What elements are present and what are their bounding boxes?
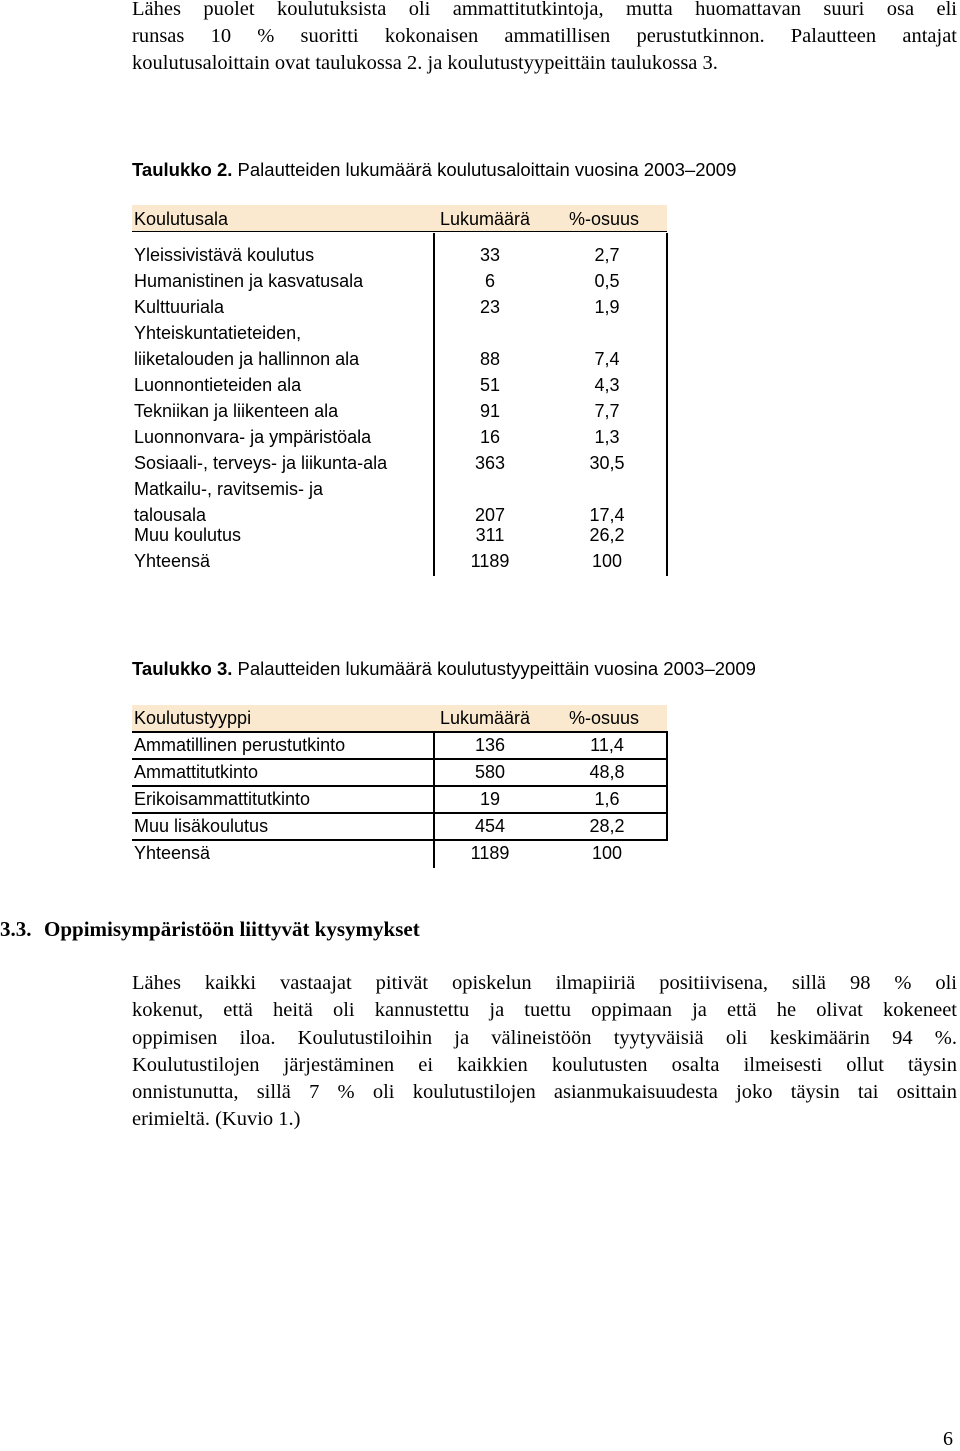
table3-row-name: Ammattitutkinto bbox=[134, 762, 259, 782]
table3-row-name: Ammatillinen perustutkinto bbox=[134, 735, 346, 755]
table2-header-osuus: %-osuus bbox=[569, 209, 640, 229]
section-number: 3.3. bbox=[0, 917, 32, 941]
table3-row-share: 28,2 bbox=[589, 816, 625, 836]
table2-label: Taulukko 2. bbox=[132, 159, 233, 180]
table2-row-name: Kulttuuriala bbox=[134, 297, 225, 317]
table2-row-share: 100 bbox=[591, 551, 623, 571]
intro-line: Lähes puolet koulutuksista oli ammattitutkintoja, mutta huomattavan suuri osa eli bbox=[132, 0, 957, 20]
table3-row-rule bbox=[132, 758, 667, 760]
table2-row-name: liiketalouden ja hallinnon ala bbox=[134, 349, 360, 369]
table2-row-name: Yhteiskuntatieteiden, bbox=[134, 323, 302, 343]
table3-row-count: 136 bbox=[474, 735, 506, 755]
table3-row-count: 580 bbox=[474, 762, 506, 782]
table2-row-share: 30,5 bbox=[589, 453, 625, 473]
table3-row-count: 19 bbox=[479, 789, 501, 809]
paragraph-line: erimieltä. (Kuvio 1.) bbox=[132, 1108, 301, 1131]
table2-row-count: 16 bbox=[479, 427, 501, 447]
table2-row-name: Muu koulutus bbox=[134, 525, 242, 545]
table3-header-osuus: %-osuus bbox=[569, 708, 640, 728]
table2-row-name: Matkailu-, ravitsemis- ja bbox=[134, 479, 324, 499]
table2-row-count: 88 bbox=[479, 349, 501, 369]
table2-row-count: 207 bbox=[474, 505, 506, 525]
table2-row-share: 4,3 bbox=[594, 375, 620, 395]
table2-row-count: 33 bbox=[479, 245, 501, 265]
table2-row-name: Yleissivistävä koulutus bbox=[134, 245, 315, 265]
page-number: 6 bbox=[943, 1428, 953, 1450]
table3-label: Taulukko 3. bbox=[132, 658, 233, 679]
table2-row-share: 0,5 bbox=[594, 271, 620, 291]
paragraph-line: oppimisen iloa. Koulutustiloihin ja välineistöön tyytyväisiä oli keskimäärin 94 %. bbox=[132, 1026, 957, 1049]
table2-caption bbox=[132, 159, 736, 181]
table3-row-rule bbox=[132, 839, 667, 841]
table2-row-count: 23 bbox=[479, 297, 501, 317]
table2-header-lukumaara: Lukumäärä bbox=[440, 209, 531, 229]
table3-title: Palautteiden lukumäärä koulutustyypeittäin vuosina 2003–2009 bbox=[237, 658, 756, 679]
table2-row-share: 1,3 bbox=[594, 427, 620, 447]
table2-row-count: 91 bbox=[479, 401, 501, 421]
table3-row-count: 454 bbox=[474, 816, 506, 836]
paragraph-line: Lähes kaikki vastaajat pitivät opiskelun ilmapiiriä positiivisena, sillä 98 % oli bbox=[132, 972, 957, 994]
table3-header-lukumaara: Lukumäärä bbox=[440, 708, 531, 728]
table2-row-count: 51 bbox=[479, 375, 501, 395]
table2-row-name: Tekniikan ja liikenteen ala bbox=[134, 401, 339, 421]
paragraph-line: Koulutustilojen järjestäminen ei kaikkien koulutusten osalta ilmeisesti ollut täysin bbox=[132, 1053, 957, 1076]
section-title: Oppimisympäristöön liittyvät kysymykset bbox=[44, 917, 420, 941]
table3-row-count: 1189 bbox=[470, 843, 510, 863]
body-paragraph bbox=[132, 970, 957, 1134]
table3-header-koulutustyyppi: Koulutustyyppi bbox=[134, 708, 252, 728]
table2-row-count: 311 bbox=[475, 525, 505, 545]
table2-row-count: 1189 bbox=[470, 551, 510, 571]
table2-row-share: 17,4 bbox=[589, 505, 625, 525]
table2-row-count: 6 bbox=[484, 271, 495, 291]
table3-row-name: Muu lisäkoulutus bbox=[134, 816, 269, 836]
table2-row-count: 363 bbox=[474, 453, 506, 473]
table2-row-share: 26,2 bbox=[589, 525, 625, 545]
table2-row-name: Humanistinen ja kasvatusala bbox=[134, 271, 364, 291]
table2-row-share: 2,7 bbox=[594, 245, 620, 265]
table2-row-share: 7,4 bbox=[594, 349, 620, 369]
table2-row-name: Luonnonvara- ja ympäristöala bbox=[134, 427, 372, 447]
paragraph-line: kokenut, että heitä oli kannustettu ja tuettu oppimaan ja että he olivat kokeneet bbox=[132, 999, 957, 1022]
table2-row-name: Yhteensä bbox=[134, 551, 211, 571]
intro-paragraph bbox=[132, 0, 957, 77]
table3-row-share: 100 bbox=[591, 843, 623, 863]
table3-row-share: 1,6 bbox=[594, 789, 620, 809]
table3-row-share: 11,4 bbox=[590, 735, 624, 755]
table3-row-rule bbox=[132, 785, 667, 787]
table3-right-border bbox=[666, 731, 668, 841]
table3-caption bbox=[132, 658, 756, 680]
table2-row-name: Luonnontieteiden ala bbox=[134, 375, 302, 395]
table3-row-rule bbox=[132, 812, 667, 814]
table2-title: Palautteiden lukumäärä koulutusaloittain vuosina 2003–2009 bbox=[237, 159, 737, 180]
table3-divider bbox=[433, 731, 435, 868]
intro-line: koulutusaloittain ovat taulukossa 2. ja koulutustyypeittäin taulukossa 3. bbox=[132, 52, 718, 74]
table3-row-name: Erikoisammattitutkinto bbox=[134, 789, 311, 809]
table3-row-share: 48,8 bbox=[589, 762, 625, 782]
table2-row-share: 7,7 bbox=[594, 401, 620, 421]
table2-row-name: talousala bbox=[134, 505, 207, 525]
table2-row-name: Sosiaali-, terveys- ja liikunta-ala bbox=[134, 453, 388, 473]
table2-row-share: 1,9 bbox=[594, 297, 620, 317]
table3-row-name: Yhteensä bbox=[134, 843, 211, 863]
table3-row-rule bbox=[132, 731, 667, 733]
paragraph-line: onnistunutta, sillä 7 % oli koulutustilojen asianmukaisuudesta joko täysin tai osittain bbox=[132, 1081, 957, 1104]
intro-line: runsas 10 % suoritti kokonaisen ammatillisen perustutkinnon. Palautteen antajat bbox=[132, 25, 957, 47]
table2-header-koulutusala: Koulutusala bbox=[134, 209, 229, 229]
